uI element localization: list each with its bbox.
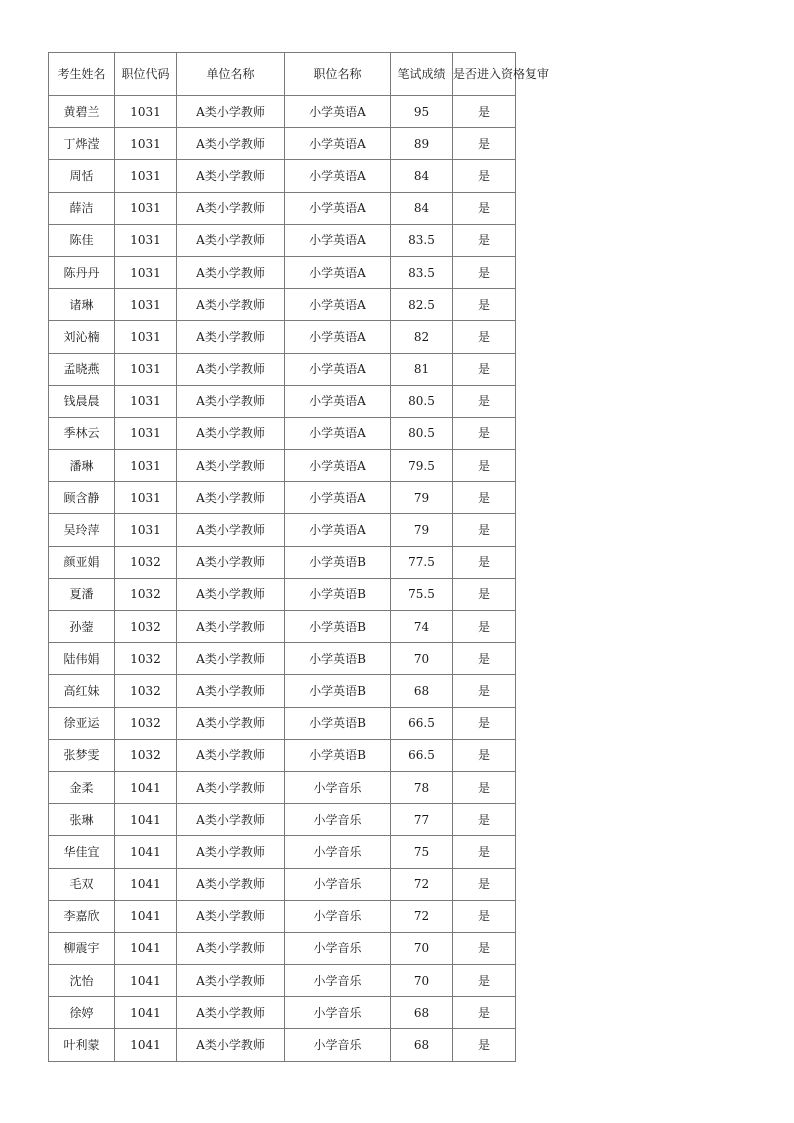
cell-qualification-review: 是	[453, 192, 516, 224]
cell-candidate-name: 季林云	[49, 417, 115, 449]
cell-unit-name: A类小学教师	[177, 546, 285, 578]
cell-candidate-name: 沈怡	[49, 965, 115, 997]
table-row	[49, 932, 516, 964]
table-row	[49, 804, 516, 836]
cell-unit-name: A类小学教师	[177, 804, 285, 836]
cell-written-score: 68	[391, 675, 453, 707]
cell-qualification-review: 是	[453, 546, 516, 578]
cell-qualification-review: 是	[453, 417, 516, 449]
table-row	[49, 643, 516, 675]
header-row	[49, 53, 516, 96]
cell-position-code: 1031	[115, 385, 177, 417]
cell-position-name: 小学音乐	[285, 836, 391, 868]
table-row	[49, 385, 516, 417]
table-body	[49, 96, 516, 1062]
cell-written-score: 74	[391, 611, 453, 643]
cell-written-score: 79	[391, 514, 453, 546]
cell-qualification-review: 是	[453, 160, 516, 192]
cell-written-score: 89	[391, 128, 453, 160]
header-written-score: 笔试成绩	[391, 53, 453, 96]
cell-position-code: 1041	[115, 836, 177, 868]
cell-position-code: 1031	[115, 192, 177, 224]
cell-unit-name: A类小学教师	[177, 256, 285, 288]
table-row	[49, 739, 516, 771]
cell-unit-name: A类小学教师	[177, 611, 285, 643]
cell-candidate-name: 华佳宜	[49, 836, 115, 868]
cell-candidate-name: 夏潘	[49, 578, 115, 610]
cell-qualification-review: 是	[453, 321, 516, 353]
cell-position-code: 1031	[115, 321, 177, 353]
table-row	[49, 771, 516, 803]
cell-unit-name: A类小学教师	[177, 224, 285, 256]
cell-written-score: 82	[391, 321, 453, 353]
table-row	[49, 128, 516, 160]
cell-position-code: 1041	[115, 868, 177, 900]
cell-candidate-name: 颜亚娟	[49, 546, 115, 578]
cell-qualification-review: 是	[453, 385, 516, 417]
cell-unit-name: A类小学教师	[177, 160, 285, 192]
cell-candidate-name: 孙蓥	[49, 611, 115, 643]
cell-position-code: 1032	[115, 578, 177, 610]
cell-written-score: 75.5	[391, 578, 453, 610]
table-row	[49, 353, 516, 385]
cell-unit-name: A类小学教师	[177, 321, 285, 353]
cell-unit-name: A类小学教师	[177, 192, 285, 224]
cell-position-name: 小学英语A	[285, 450, 391, 482]
cell-unit-name: A类小学教师	[177, 707, 285, 739]
cell-written-score: 66.5	[391, 739, 453, 771]
cell-position-code: 1032	[115, 611, 177, 643]
table-row	[49, 707, 516, 739]
table-row	[49, 675, 516, 707]
header-position-name: 职位名称	[285, 53, 391, 96]
cell-position-code: 1041	[115, 900, 177, 932]
table-row	[49, 578, 516, 610]
cell-written-score: 84	[391, 192, 453, 224]
cell-position-name: 小学音乐	[285, 900, 391, 932]
cell-qualification-review: 是	[453, 739, 516, 771]
cell-unit-name: A类小学教师	[177, 289, 285, 321]
table-row	[49, 160, 516, 192]
cell-position-name: 小学英语A	[285, 321, 391, 353]
cell-candidate-name: 张琳	[49, 804, 115, 836]
cell-position-name: 小学英语A	[285, 385, 391, 417]
cell-position-name: 小学音乐	[285, 932, 391, 964]
cell-position-code: 1041	[115, 965, 177, 997]
cell-position-code: 1031	[115, 482, 177, 514]
cell-qualification-review: 是	[453, 707, 516, 739]
cell-qualification-review: 是	[453, 514, 516, 546]
header-position-code: 职位代码	[115, 53, 177, 96]
cell-position-name: 小学英语B	[285, 578, 391, 610]
cell-position-name: 小学英语A	[285, 417, 391, 449]
table-row	[49, 450, 516, 482]
cell-candidate-name: 陈佳	[49, 224, 115, 256]
cell-position-name: 小学英语A	[285, 192, 391, 224]
cell-qualification-review: 是	[453, 643, 516, 675]
cell-candidate-name: 柳震宇	[49, 932, 115, 964]
cell-candidate-name: 陈丹丹	[49, 256, 115, 288]
cell-candidate-name: 徐婷	[49, 997, 115, 1029]
cell-position-code: 1031	[115, 256, 177, 288]
cell-written-score: 68	[391, 1029, 453, 1061]
cell-written-score: 81	[391, 353, 453, 385]
cell-candidate-name: 高红妹	[49, 675, 115, 707]
table-row	[49, 417, 516, 449]
cell-position-code: 1032	[115, 643, 177, 675]
cell-qualification-review: 是	[453, 224, 516, 256]
cell-position-name: 小学英语B	[285, 739, 391, 771]
cell-position-name: 小学音乐	[285, 804, 391, 836]
cell-written-score: 80.5	[391, 385, 453, 417]
cell-qualification-review: 是	[453, 868, 516, 900]
cell-position-code: 1031	[115, 96, 177, 128]
cell-position-code: 1041	[115, 771, 177, 803]
cell-position-name: 小学英语A	[285, 128, 391, 160]
cell-candidate-name: 潘琳	[49, 450, 115, 482]
table-row	[49, 611, 516, 643]
cell-candidate-name: 徐亚运	[49, 707, 115, 739]
cell-unit-name: A类小学教师	[177, 128, 285, 160]
cell-written-score: 68	[391, 997, 453, 1029]
cell-position-name: 小学英语A	[285, 514, 391, 546]
cell-position-code: 1031	[115, 128, 177, 160]
header-candidate-name: 考生姓名	[49, 53, 115, 96]
cell-position-name: 小学英语B	[285, 707, 391, 739]
cell-position-name: 小学英语A	[285, 160, 391, 192]
results-table	[48, 52, 550, 1062]
table-row	[49, 997, 516, 1029]
cell-unit-name: A类小学教师	[177, 932, 285, 964]
cell-candidate-name: 李嘉欣	[49, 900, 115, 932]
cell-unit-name: A类小学教师	[177, 643, 285, 675]
cell-qualification-review: 是	[453, 771, 516, 803]
cell-candidate-name: 丁烨滢	[49, 128, 115, 160]
table-row	[49, 900, 516, 932]
cell-written-score: 84	[391, 160, 453, 192]
cell-unit-name: A类小学教师	[177, 1029, 285, 1061]
cell-written-score: 72	[391, 868, 453, 900]
cell-position-code: 1032	[115, 675, 177, 707]
header-qualification-review: 是否进入资格复审	[453, 53, 516, 96]
cell-candidate-name: 周恬	[49, 160, 115, 192]
cell-qualification-review: 是	[453, 353, 516, 385]
cell-qualification-review: 是	[453, 675, 516, 707]
cell-qualification-review: 是	[453, 450, 516, 482]
cell-position-code: 1032	[115, 707, 177, 739]
cell-written-score: 75	[391, 836, 453, 868]
cell-written-score: 70	[391, 643, 453, 675]
cell-position-code: 1031	[115, 353, 177, 385]
cell-written-score: 66.5	[391, 707, 453, 739]
cell-qualification-review: 是	[453, 836, 516, 868]
cell-position-code: 1031	[115, 514, 177, 546]
cell-written-score: 80.5	[391, 417, 453, 449]
cell-candidate-name: 孟晓燕	[49, 353, 115, 385]
cell-position-code: 1041	[115, 997, 177, 1029]
cell-written-score: 70	[391, 932, 453, 964]
table-row	[49, 965, 516, 997]
cell-written-score: 83.5	[391, 224, 453, 256]
cell-candidate-name: 陆伟娟	[49, 643, 115, 675]
cell-position-name: 小学英语A	[285, 353, 391, 385]
cell-unit-name: A类小学教师	[177, 450, 285, 482]
cell-candidate-name: 毛双	[49, 868, 115, 900]
results-sheet	[48, 52, 550, 1062]
cell-unit-name: A类小学教师	[177, 482, 285, 514]
cell-position-name: 小学英语A	[285, 289, 391, 321]
cell-position-name: 小学英语A	[285, 256, 391, 288]
table-row	[49, 192, 516, 224]
cell-unit-name: A类小学教师	[177, 771, 285, 803]
cell-unit-name: A类小学教师	[177, 417, 285, 449]
cell-position-code: 1032	[115, 546, 177, 578]
cell-written-score: 72	[391, 900, 453, 932]
cell-position-name: 小学英语B	[285, 675, 391, 707]
cell-unit-name: A类小学教师	[177, 96, 285, 128]
table-row	[49, 289, 516, 321]
cell-position-code: 1031	[115, 450, 177, 482]
table-row	[49, 546, 516, 578]
cell-qualification-review: 是	[453, 289, 516, 321]
cell-candidate-name: 诸琳	[49, 289, 115, 321]
table-row	[49, 836, 516, 868]
cell-qualification-review: 是	[453, 804, 516, 836]
cell-qualification-review: 是	[453, 1029, 516, 1061]
cell-position-name: 小学音乐	[285, 1029, 391, 1061]
table-row	[49, 96, 516, 128]
cell-qualification-review: 是	[453, 256, 516, 288]
cell-position-name: 小学英语B	[285, 546, 391, 578]
table-row	[49, 868, 516, 900]
cell-qualification-review: 是	[453, 932, 516, 964]
cell-written-score: 77.5	[391, 546, 453, 578]
cell-unit-name: A类小学教师	[177, 514, 285, 546]
cell-candidate-name: 金柔	[49, 771, 115, 803]
cell-qualification-review: 是	[453, 611, 516, 643]
table-row	[49, 514, 516, 546]
cell-position-name: 小学英语A	[285, 482, 391, 514]
cell-written-score: 79	[391, 482, 453, 514]
cell-position-code: 1041	[115, 932, 177, 964]
cell-candidate-name: 叶利蒙	[49, 1029, 115, 1061]
table-row	[49, 1029, 516, 1061]
cell-qualification-review: 是	[453, 96, 516, 128]
cell-qualification-review: 是	[453, 965, 516, 997]
cell-unit-name: A类小学教师	[177, 965, 285, 997]
cell-qualification-review: 是	[453, 128, 516, 160]
table-row	[49, 256, 516, 288]
cell-position-code: 1031	[115, 160, 177, 192]
cell-unit-name: A类小学教师	[177, 997, 285, 1029]
cell-qualification-review: 是	[453, 900, 516, 932]
cell-position-name: 小学音乐	[285, 868, 391, 900]
cell-unit-name: A类小学教师	[177, 385, 285, 417]
cell-written-score: 70	[391, 965, 453, 997]
cell-qualification-review: 是	[453, 482, 516, 514]
cell-unit-name: A类小学教师	[177, 900, 285, 932]
cell-position-code: 1031	[115, 417, 177, 449]
cell-position-name: 小学英语B	[285, 611, 391, 643]
cell-position-name: 小学音乐	[285, 965, 391, 997]
cell-unit-name: A类小学教师	[177, 578, 285, 610]
cell-position-name: 小学音乐	[285, 771, 391, 803]
cell-position-name: 小学英语A	[285, 224, 391, 256]
cell-candidate-name: 黄碧兰	[49, 96, 115, 128]
cell-written-score: 79.5	[391, 450, 453, 482]
cell-qualification-review: 是	[453, 578, 516, 610]
cell-candidate-name: 顾含静	[49, 482, 115, 514]
table-row	[49, 224, 516, 256]
cell-written-score: 82.5	[391, 289, 453, 321]
cell-written-score: 78	[391, 771, 453, 803]
table-row	[49, 482, 516, 514]
cell-unit-name: A类小学教师	[177, 868, 285, 900]
cell-position-code: 1032	[115, 739, 177, 771]
cell-qualification-review: 是	[453, 997, 516, 1029]
cell-position-code: 1031	[115, 224, 177, 256]
header-unit-name: 单位名称	[177, 53, 285, 96]
cell-unit-name: A类小学教师	[177, 836, 285, 868]
cell-position-code: 1031	[115, 289, 177, 321]
cell-written-score: 83.5	[391, 256, 453, 288]
cell-position-code: 1041	[115, 1029, 177, 1061]
cell-written-score: 77	[391, 804, 453, 836]
cell-position-code: 1041	[115, 804, 177, 836]
cell-unit-name: A类小学教师	[177, 739, 285, 771]
table-row	[49, 321, 516, 353]
cell-position-name: 小学英语B	[285, 643, 391, 675]
cell-candidate-name: 张梦雯	[49, 739, 115, 771]
cell-position-name: 小学音乐	[285, 997, 391, 1029]
cell-unit-name: A类小学教师	[177, 675, 285, 707]
cell-candidate-name: 钱晨晨	[49, 385, 115, 417]
cell-candidate-name: 吴玲萍	[49, 514, 115, 546]
cell-candidate-name: 薛洁	[49, 192, 115, 224]
cell-written-score: 95	[391, 96, 453, 128]
cell-position-name: 小学英语A	[285, 96, 391, 128]
cell-unit-name: A类小学教师	[177, 353, 285, 385]
cell-candidate-name: 刘沁楠	[49, 321, 115, 353]
